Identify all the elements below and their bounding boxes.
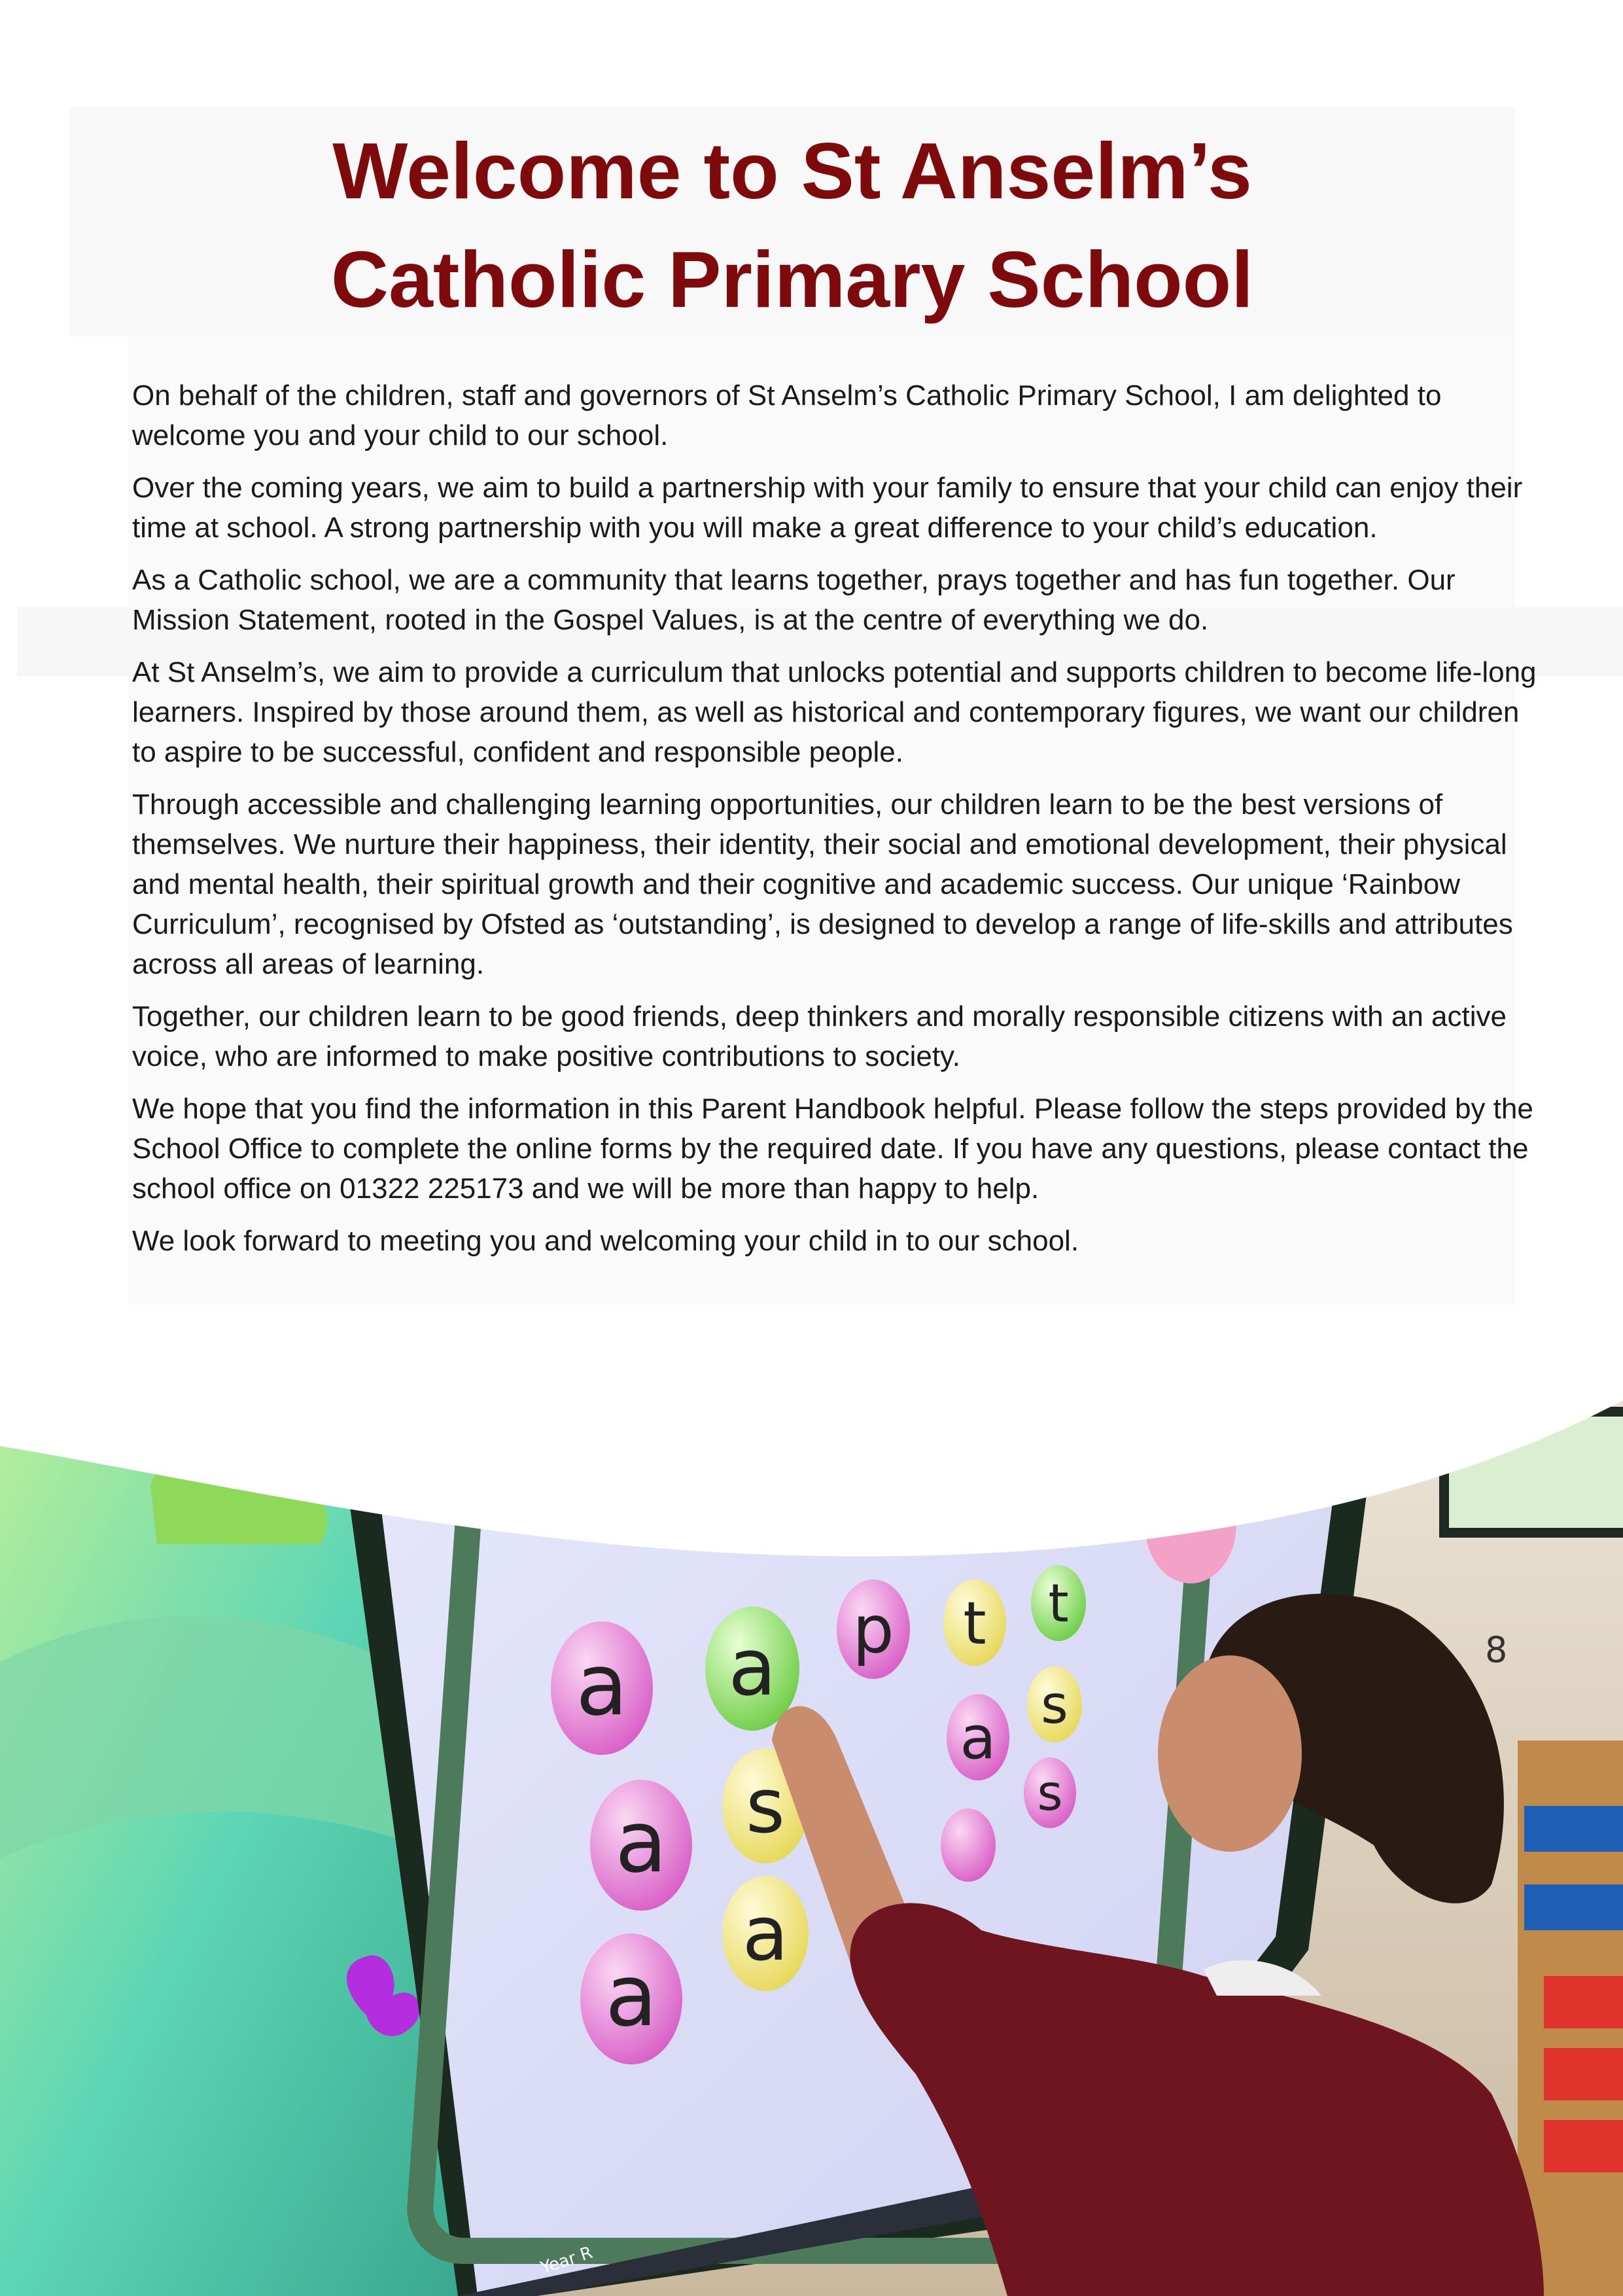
- paragraph: Through accessible and challenging learning opportunities, our children learn to be the best versions of themselves. We nurture their happiness, their identity, their social and emotional development, their physical and mental health, their spiritual growth and their cognitive and academic success. Our unique ‘Rainbow Curriculum’, recognised by Ofsted as ‘outstanding’, is designed to develop a range of life-skills and attributes across all areas of learning.: [132, 788, 1513, 980]
- paragraph: At St Anselm’s, we aim to provide a curriculum that unlocks potential and supports children to become life-long learners. Inspired by those around them, as well as historical and contemporary figures, we want our children to aspire to be successful, confident and responsible people.: [132, 656, 1537, 768]
- balloon-letter: a: [960, 1704, 996, 1773]
- balloon-letter: a: [615, 1792, 667, 1892]
- welcome-letter: [132, 376, 1545, 1273]
- tray: [1544, 2120, 1623, 2172]
- paragraph: We look forward to meeting you and welcoming your child in to our school.: [132, 1225, 1079, 1257]
- balloon-letter: a: [576, 1635, 628, 1735]
- paragraph: We hope that you find the information in this Parent Handbook helpful. Please follow the steps provided by the School Office to complete the online forms by the required date. If you have any questions, please contact the school office on 01322 225173 and we will be more than happy to help.: [132, 1093, 1533, 1205]
- balloon-letter: t: [963, 1589, 986, 1658]
- paragraph: Together, our children learn to be good friends, deep thinkers and morally responsible citizens with an active voice, who are informed to make positive contributions to society.: [132, 1000, 1507, 1072]
- balloon-letter: s: [1041, 1674, 1068, 1735]
- balloon-letter: a: [742, 1890, 789, 1978]
- girl-face: [1158, 1655, 1302, 1852]
- title-line-2: Catholic Primary School: [330, 235, 1254, 324]
- balloon-letter: a: [728, 1623, 777, 1714]
- taskbar-label: Year R: [538, 2242, 595, 2278]
- title-line-1: Welcome to St Anselm’s: [332, 126, 1252, 215]
- room-number: 8: [1485, 1629, 1508, 1670]
- tray: [1524, 1806, 1623, 1852]
- balloon-letter: a: [605, 1946, 657, 2045]
- tray: [1544, 1976, 1623, 2028]
- balloon-column-3: [837, 1580, 910, 1679]
- page-title: [69, 116, 1515, 334]
- tray: [1524, 1884, 1623, 1930]
- balloon-letter: p: [852, 1591, 894, 1668]
- paragraph: Over the coming years, we aim to build a partnership with your family to ensure that your child can enjoy their time at school. A strong partnership with you will make a great difference to your child’s education.: [132, 472, 1523, 544]
- balloon-letter: s: [746, 1763, 785, 1850]
- paragraph: As a Catholic school, we are a community that learns together, prays together and has fun together. Our Mission Statement, rooted in the Gospel Values, is at the centre of everything we do.: [132, 564, 1456, 636]
- paragraph: On behalf of the children, staff and governors of St Anselm’s Catholic Primary School, I am delighted to welcome you and your child to our school.: [132, 380, 1442, 451]
- balloon-letter: s: [1037, 1764, 1063, 1822]
- balloon-letter: t: [1048, 1573, 1069, 1634]
- balloon: [941, 1809, 996, 1882]
- classroom-photo: [0, 1387, 1623, 2296]
- tray: [1544, 2048, 1623, 2100]
